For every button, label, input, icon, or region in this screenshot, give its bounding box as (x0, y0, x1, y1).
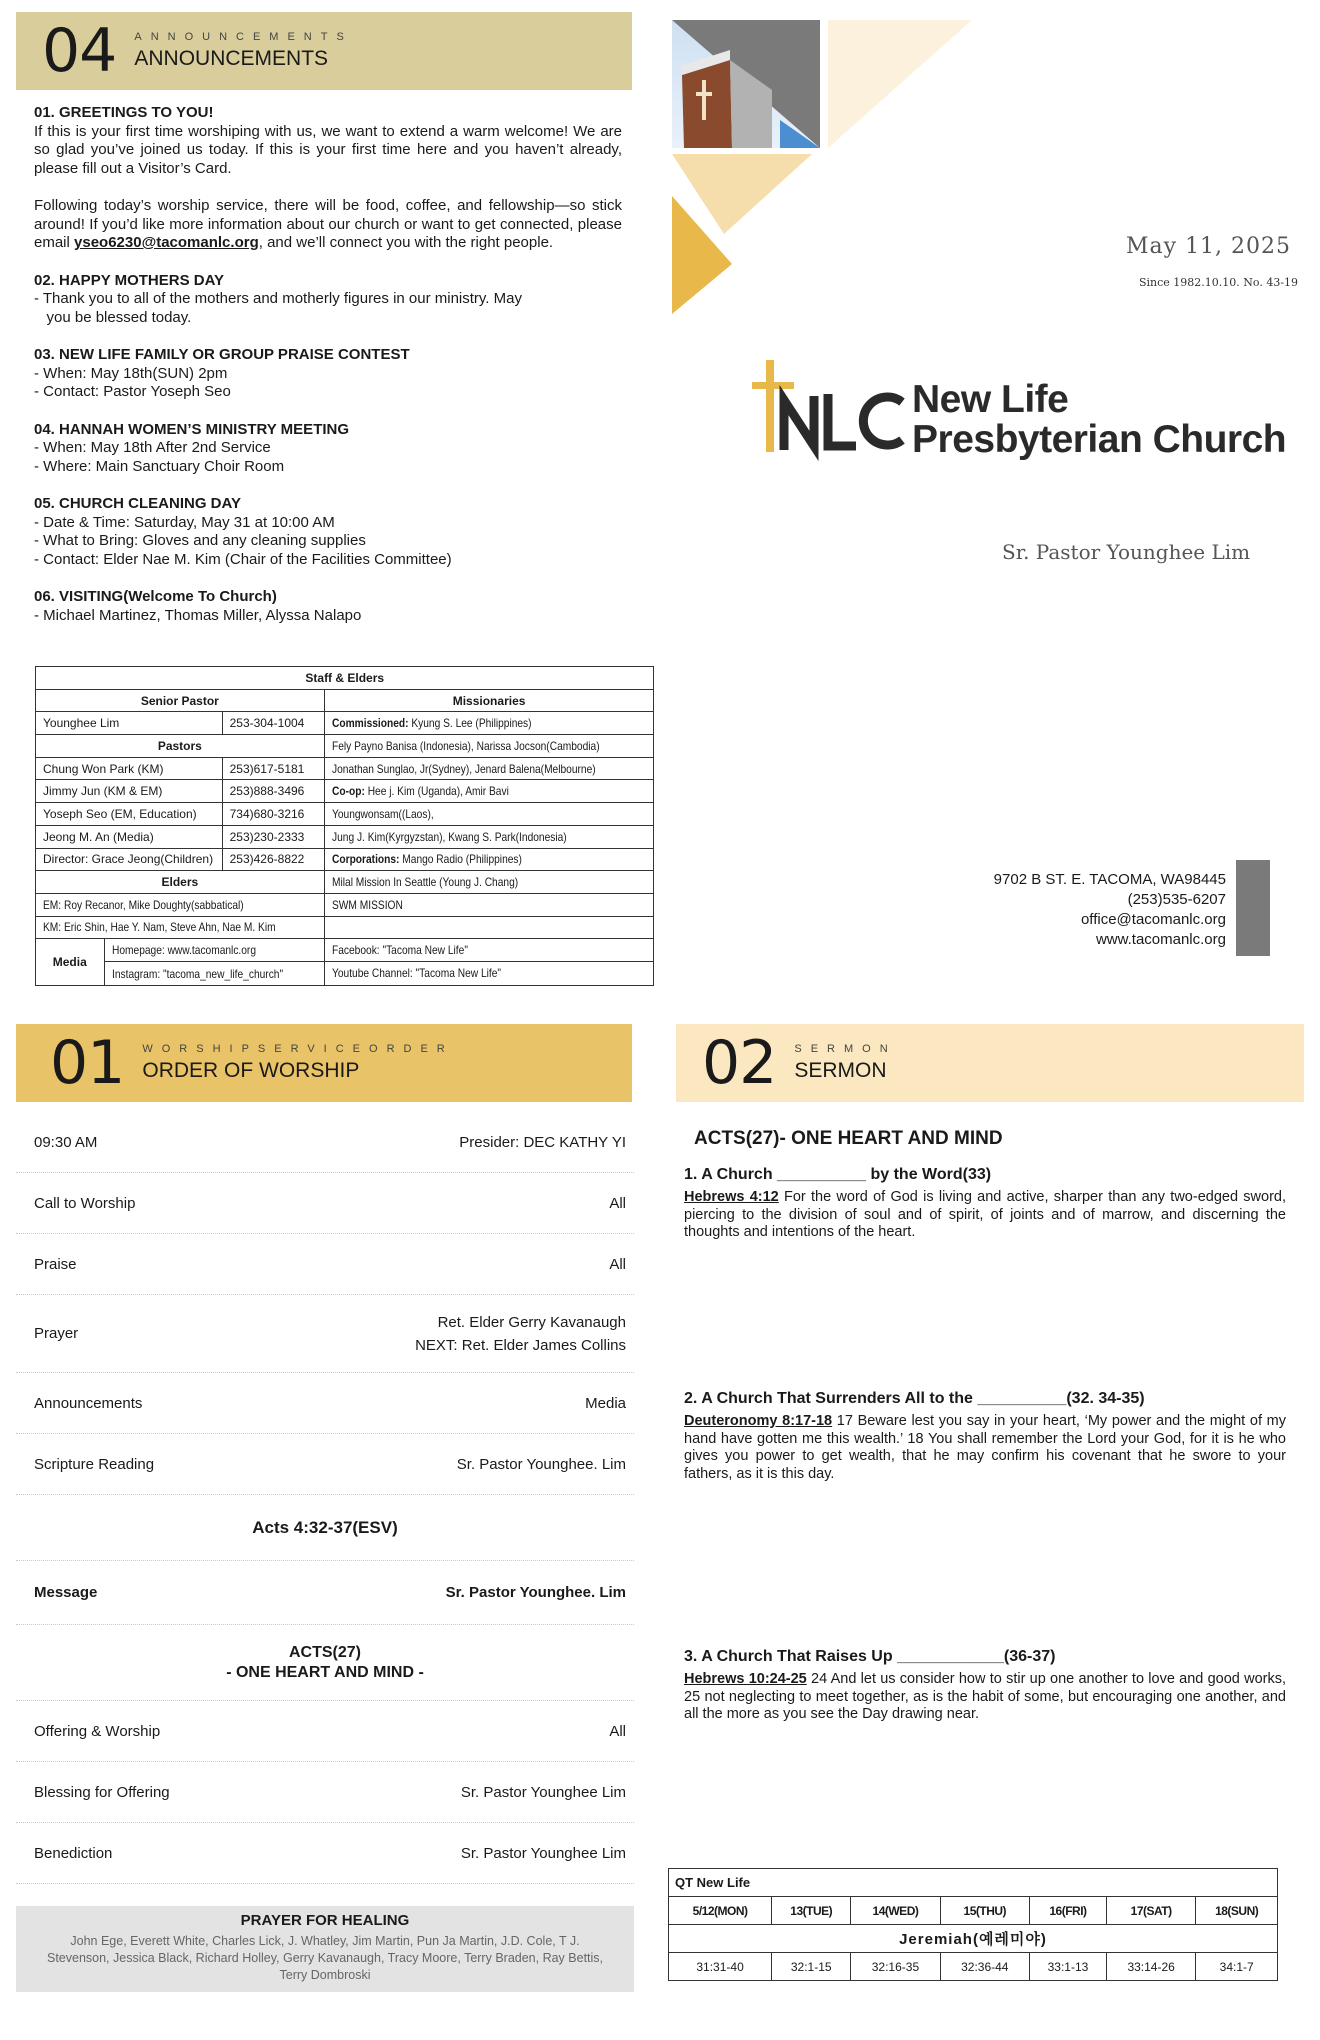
qt-day: 15(THU) (940, 1897, 1029, 1925)
message-row (16, 1561, 634, 1625)
media-cell (36, 939, 325, 985)
next-prayer-leader: NEXT: Ret. Elder James Collins (415, 1336, 626, 1354)
church-phone: (253)535-6207 (1127, 891, 1226, 908)
sermon-point (684, 1390, 1286, 1483)
announcement-title: 06. VISITING(Welcome To Church) (34, 588, 277, 605)
sermon-point-text (684, 1189, 1286, 1242)
order-leader: All (609, 1255, 626, 1273)
table-cell: Yoseph Seo (EM, Education) (36, 803, 223, 826)
value: Jonathan Sunglao, Jr(Sydney), Jenard Balena(Melbourne) (331, 761, 596, 776)
announcement-title: 03. NEW LIFE FAMILY OR GROUP PRAISE CONTEST (34, 346, 410, 363)
table-cell: 253-304-1004 (222, 712, 324, 735)
announcement-title: 01. GREETINGS TO YOU! (34, 104, 214, 121)
section-number: 01 (50, 1028, 125, 1098)
message-title: ACTS(27) (288, 1644, 361, 1661)
table-cell (324, 780, 654, 803)
table-cell (104, 939, 324, 962)
sermon-point (684, 1648, 1286, 1724)
order-row (16, 1234, 634, 1295)
value: Milal Mission In Seattle (Young J. Chang) (331, 875, 518, 890)
prayer-for-healing-box (16, 1906, 634, 1992)
announcement-line: - Michael Martinez, Thomas Miller, Alyssa Nalapo (34, 606, 362, 624)
church-email-link[interactable]: office@tacomanlc.org (1080, 911, 1226, 928)
scripture-ref: Hebrews 4:12 (684, 1189, 779, 1205)
section-spaced-title: ANNOUNCEMENTS (134, 31, 353, 43)
section-title: SERMON (794, 1059, 887, 1082)
announcement-line: - Where: Main Sanctuary Choir Room (34, 457, 285, 475)
qt-reading-table (668, 1868, 1278, 1981)
order-row (16, 1701, 634, 1762)
order-item: Scripture Reading (34, 1455, 155, 1473)
qt-day: 17(SAT) (1106, 1897, 1195, 1925)
staff-table-title: Staff & Elders (36, 667, 654, 690)
table-cell (104, 962, 324, 985)
table-cell: Younghee Lim (36, 712, 223, 735)
table-cell: Director: Grace Jeong(Children) (36, 848, 223, 871)
logo-cross-icon (766, 360, 774, 452)
scripture-ref: Deuteronomy 8:17-18 (684, 1413, 833, 1429)
facebook-row (325, 939, 654, 962)
order-leader: Sr. Pastor Younghee Lim (460, 1783, 626, 1801)
table-cell: 253)888-3496 (222, 780, 324, 803)
media-subtable (36, 939, 324, 984)
section-number: 04 (42, 16, 117, 86)
value: Fely Payno Banisa (Indonesia), Narissa Jocson(Cambodia) (331, 738, 600, 753)
order-leader: Media (585, 1394, 626, 1412)
announcement-line: - Thank you to all of the mothers and motherly figures in our ministry. May (34, 290, 522, 307)
section-title: ORDER OF WORSHIP (142, 1059, 360, 1082)
table-cell (324, 871, 654, 894)
message-title-block (16, 1625, 634, 1701)
announcements-list (34, 104, 622, 644)
logo-l-shape (828, 394, 856, 446)
section-spaced-title: WORSHIPSERVICEORDER (142, 1043, 454, 1055)
announcement-item (34, 272, 622, 328)
announcement-title: 02. HAPPY MOTHERS DAY (34, 271, 225, 289)
qt-reading: 32:36-44 (940, 1953, 1029, 1981)
qt-reading: 32:1-15 (772, 1953, 851, 1981)
church-name-line-2: Presbyterian Church (912, 418, 1287, 461)
senior-pastor-name: Sr. Pastor Younghee Lim (1002, 540, 1251, 564)
bulletin-date: May 11, 2025 (1126, 234, 1292, 259)
announcement-line: - Contact: Elder Nae M. Kim (Chair of the Facilities Committee) (34, 550, 452, 568)
sermon-header (676, 1024, 1304, 1102)
label: Commissioned: (331, 716, 409, 731)
announcement-title: 05. CHURCH CLEANING DAY (34, 495, 241, 512)
table-cell: 253)426-8822 (222, 848, 324, 871)
table-cell: Jeong M. An (Media) (36, 825, 223, 848)
order-item: Blessing for Offering (34, 1783, 170, 1801)
qt-reading: 31:31-40 (669, 1953, 772, 1981)
order-row (16, 1373, 634, 1434)
sermon-point-title: 3. A Church That Raises Up ____________(36-37) (684, 1648, 1056, 1665)
table-cell: 734)680-3216 (222, 803, 324, 826)
missionaries-header: Missionaries (324, 689, 654, 712)
homepage-link[interactable]: Homepage: www.tacomanlc.org (111, 943, 256, 958)
value: KM: Eric Shin, Hae Y. Nam, Steve Ahn, Nae M. Kim (43, 920, 276, 935)
worship-order-list (16, 1112, 634, 1884)
table-cell (324, 712, 654, 735)
prayer-row (16, 1295, 634, 1373)
table-cell (324, 893, 654, 916)
media-cell (324, 939, 654, 985)
qt-reading: 33:1-13 (1029, 1953, 1106, 1981)
qt-title: QT New Life (669, 1869, 1278, 1897)
sermon-point-title: 1. A Church __________ by the Word(33) (684, 1166, 992, 1183)
table-cell (324, 825, 654, 848)
contact-email-link[interactable]: yseo6230@tacomanlc.org (74, 234, 259, 251)
youtube-row (325, 962, 654, 985)
order-item: Praise (34, 1255, 77, 1273)
logo-n-shape (784, 396, 814, 450)
church-website-link[interactable]: www.tacomanlc.org (1095, 931, 1226, 948)
church-contact-block (994, 870, 1226, 950)
service-time-row (16, 1112, 634, 1173)
cover-geometric-graphic (672, 20, 1052, 320)
qt-day: 18(SUN) (1196, 1897, 1278, 1925)
healing-title: PRAYER FOR HEALING (240, 1912, 410, 1929)
announcement-line: - Contact: Pastor Yoseph Seo (34, 383, 231, 400)
announcement-line: - Date & Time: Saturday, May 31 at 10:00 AM (34, 513, 335, 531)
scripture-text: 17 Beware lest you say in your heart, ‘My power and the might of my hand have gotten me this wealth.’ 18 You shall remember the Lord your God, for it is he who gives you power to get wealth, that he may confirm his covenant that he swore to your fathers, as it is this day. (684, 1413, 1286, 1482)
value: Youngwonsam((Laos), (331, 806, 434, 821)
prayer-leader: Ret. Elder Gerry Kavanaugh (437, 1313, 626, 1331)
church-name-line-1: New Life (912, 378, 1069, 421)
announcement-item (34, 104, 622, 253)
qt-day: 5/12(MON) (669, 1897, 772, 1925)
order-item: Prayer (34, 1325, 79, 1342)
sermon-point-text (684, 1671, 1286, 1724)
qt-day: 13(TUE) (772, 1897, 851, 1925)
order-item: Announcements (34, 1394, 143, 1412)
logo-cross-bar (752, 382, 794, 389)
announcement-line: - When: May 18th After 2nd Service (34, 439, 271, 456)
announcement-line: you be blessed today. (34, 308, 192, 326)
announcement-line: - What to Bring: Gloves and any cleaning supplies (34, 532, 366, 549)
announcement-text-part: , and we’ll connect you with the right people. (258, 234, 554, 251)
sermon-point (684, 1166, 1286, 1242)
order-leader: Sr. Pastor Younghee. Lim (445, 1584, 626, 1601)
table-cell (324, 735, 654, 758)
healing-names: John Ege, Everett White, Charles Lick, J. Whatley, Jim Martin, Pun Ja Martin, J.D. Cole, T J. Stevenson, Jessica Black, Richard Holley, Gerry Kavanaugh, Tracy Moore, Terry Braden, Ray Bettis, Terry Dombroski (46, 1934, 604, 1982)
section-number: 02 (702, 1028, 777, 1098)
qt-reading: 33:14-26 (1106, 1953, 1195, 1981)
section-title: ANNOUNCEMENTS (134, 47, 329, 70)
value: Jung J. Kim(Kyrgyzstan), Kwang S. Park(Indonesia) (331, 829, 567, 844)
instagram-link[interactable]: Instagram: "tacoma_new_life_church" (111, 966, 283, 981)
announcement-text-part: Following today’s worship service, there will be food, coffee, and fellowship—so stick around! If you’d like more information about our church or want to get connected, please email (34, 197, 622, 251)
presider: Presider: DEC KATHY YI (459, 1133, 626, 1151)
order-leader (415, 1311, 626, 1357)
order-row (16, 1823, 634, 1884)
announcement-item (34, 588, 622, 625)
cross-icon-bar (696, 92, 712, 96)
service-time: 09:30 AM (34, 1133, 98, 1151)
order-leader: All (609, 1194, 626, 1212)
qt-book: Jeremiah(예레미야) (669, 1925, 1278, 1953)
value: EM: Roy Recanor, Mike Doughty(sabbatical) (43, 897, 244, 912)
order-row (16, 1434, 634, 1495)
church-address: 9702 B ST. E. TACOMA, WA98445 (993, 871, 1226, 888)
announcement-title: 04. HANNAH WOMEN’S MINISTRY MEETING (34, 420, 350, 438)
value: Kyung S. Lee (Philippines) (408, 716, 532, 731)
value: SWM MISSION (331, 897, 403, 912)
qt-day: 16(FRI) (1029, 1897, 1106, 1925)
cross-icon (702, 80, 706, 120)
announcements-header (16, 12, 632, 90)
announcement-line: - When: May 18th(SUN) 2pm (34, 364, 228, 382)
table-cell (36, 916, 325, 939)
media-header: Media (36, 939, 104, 984)
label: Co-op: (331, 784, 365, 799)
table-cell (324, 757, 654, 780)
sermon-point-title: 2. A Church That Surrenders All to the __________(32. 34-35) (684, 1390, 1145, 1407)
label: Corporations: (331, 852, 400, 867)
staff-table (35, 666, 654, 986)
table-cell: Chung Won Park (KM) (36, 757, 223, 780)
order-leader: All (609, 1722, 626, 1740)
announcement-item (34, 421, 622, 477)
table-cell (324, 848, 654, 871)
qt-day: 14(WED) (851, 1897, 940, 1925)
announcement-item (34, 495, 622, 569)
scripture-text: For the word of God is living and active, sharper than any two-edged sword, piercing to the division of soul and of spirit, of joints and of marrow, and discerning the thoughts and intentions of the heart. (684, 1189, 1286, 1240)
table-cell (324, 803, 654, 826)
cream-triangle-shape (828, 20, 972, 148)
sermon-heading: ACTS(27)- ONE HEART AND MIND (694, 1128, 1003, 1149)
facebook-link[interactable]: Facebook: "Tacoma New Life" (331, 943, 468, 958)
order-item: Benediction (34, 1844, 113, 1862)
table-cell: Jimmy Jun (KM & EM) (36, 780, 223, 803)
qt-reading: 32:16-35 (851, 1953, 940, 1981)
message-subtitle: - ONE HEART AND MIND - (226, 1664, 424, 1681)
announcement-text (34, 197, 622, 253)
sermon-point-text (684, 1413, 1286, 1483)
value: Hee j. Kim (Uganda), Amir Bavi (364, 784, 509, 799)
table-cell: 253)617-5181 (222, 757, 324, 780)
announcement-text: If this is your first time worshiping with us, we want to extend a warm welcome! We are so glad you’ve joined us today. If this is your first time here and you haven’t already, please fill out a Visitor’s Card. (34, 122, 622, 177)
elders-header: Elders (36, 871, 325, 894)
since-issue-number: Since 1982.10.10. No. 43-19 (1139, 276, 1299, 289)
table-cell: 253)230-2333 (222, 825, 324, 848)
value: Mango Radio (Philippines) (399, 852, 522, 867)
pastors-header: Pastors (36, 735, 325, 758)
qt-reading: 34:1-7 (1196, 1953, 1278, 1981)
scripture-text: 24 And let us consider how to stir up one another to love and good works, 25 not neglecting to meet together, as is the habit of some, but encouraging one another, and all the more as you see the Day drawing near. (684, 1671, 1287, 1722)
scripture-ref: Hebrews 10:24-25 (684, 1671, 807, 1687)
order-row (16, 1173, 634, 1234)
logo-c-shape (863, 397, 902, 445)
gray-accent-bar (1236, 860, 1270, 956)
scripture-reference: Acts 4:32-37(ESV) (16, 1495, 634, 1561)
announcement-item (34, 346, 622, 402)
order-leader: Sr. Pastor Younghee. Lim (456, 1455, 626, 1473)
senior-pastor-header: Senior Pastor (36, 689, 325, 712)
table-cell (324, 916, 654, 939)
worship-header (16, 1024, 632, 1102)
order-leader: Sr. Pastor Younghee Lim (460, 1844, 626, 1862)
section-spaced-title: SERMON (794, 1043, 897, 1055)
table-cell (36, 893, 325, 916)
church-building-shape (682, 60, 732, 148)
youtube-link[interactable]: Youtube Channel: "Tacoma New Life" (331, 965, 501, 980)
order-row (16, 1762, 634, 1823)
order-item: Call to Worship (34, 1194, 136, 1212)
order-item: Message (34, 1584, 98, 1601)
order-item: Offering & Worship (34, 1722, 161, 1740)
